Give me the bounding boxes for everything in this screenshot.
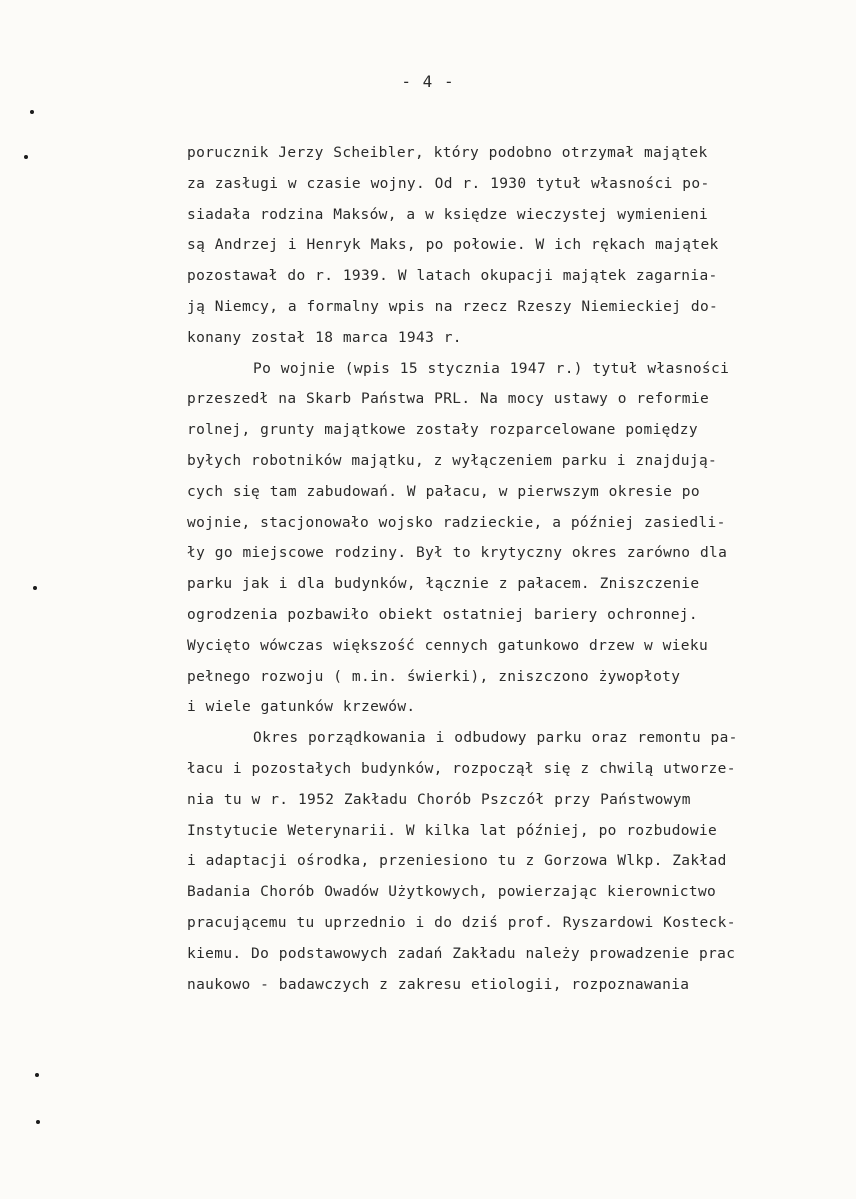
text-line: porucznik Jerzy Scheibler, który podobno otrzymał majątek <box>187 145 708 161</box>
margin-mark <box>35 1073 39 1077</box>
text-line: siadała rodzina Maksów, a w księdze wieczystej wymienieni <box>187 206 709 223</box>
text-line: cych się tam zabudowań. W pałacu, w pierwszym okresie po <box>187 483 700 500</box>
text-line: ły go miejscowe rodziny. Był to krytyczny okres zarówno dla <box>187 545 728 562</box>
text-line: pozostawał do r. 1939. W latach okupacji majątek zagarnia- <box>187 268 718 285</box>
margin-mark <box>36 1120 40 1124</box>
text-line: i adaptacji ośrodka, przeniesiono tu z Gorzowa Wlkp. Zakład <box>187 853 727 870</box>
text-line: Badania Chorób Owadów Użytkowych, powierzając kierownictwo <box>187 884 717 901</box>
text-line: parku jak i dla budynków, łącznie z pałacem. Zniszczenie <box>187 576 700 593</box>
body-text <box>187 138 827 1000</box>
paragraph <box>187 354 827 724</box>
text-line: za zasługi w czasie wojny. Od r. 1930 tytuł własności po- <box>187 175 710 192</box>
text-line: Po wojnie (wpis 15 stycznia 1947 r.) tytuł własności <box>253 360 730 377</box>
text-line: i wiele gatunków krzewów. <box>187 699 416 716</box>
text-line: ją Niemcy, a formalny wpis na rzecz Rzeszy Niemieckiej do- <box>187 298 719 315</box>
text-line: ogrodzenia pozbawiło obiekt ostatniej bariery ochronnej. <box>187 606 698 623</box>
text-line: kiemu. Do podstawowych zadań Zakładu należy prowadzenie prac <box>187 945 736 962</box>
margin-mark <box>24 155 28 159</box>
paragraph <box>187 723 827 1000</box>
text-line: rolnej, grunty majątkowe zostały rozparcelowane pomiędzy <box>187 422 698 439</box>
text-line: pełnego rozwoju ( m.in. świerki), zniszczono żywopłoty <box>187 668 681 685</box>
text-line: nia tu w r. 1952 Zakładu Chorób Pszczół przy Państwowym <box>187 791 691 808</box>
margin-mark <box>33 586 37 590</box>
text-line: są Andrzej i Henryk Maks, po połowie. W ich rękach majątek <box>187 237 719 254</box>
text-line: łacu i pozostałych budynków, rozpoczął się z chwilą utworze- <box>187 760 736 777</box>
text-line: konany został 18 marca 1943 r. <box>187 329 462 346</box>
text-line: naukowo - badawczych z zakresu etiologii, rozpoznawania <box>187 976 690 993</box>
paragraph <box>187 138 827 354</box>
text-line: wojnie, stacjonowało wojsko radzieckie, a później zasiedli- <box>187 514 726 531</box>
text-line: pracującemu tu uprzednio i do dziś prof. Ryszardowi Kosteck- <box>187 914 736 931</box>
text-line: przeszedł na Skarb Państwa PRL. Na mocy ustawy o reformie <box>187 391 710 408</box>
text-line: Okres porządkowania i odbudowy parku oraz remontu pa- <box>253 730 738 747</box>
text-line: Wycięto wówczas większość cennych gatunkowo drzew w wieku <box>187 637 709 654</box>
text-line: byłych robotników majątku, z wyłączeniem parku i znajdują- <box>187 452 718 469</box>
page-number: - 4 - <box>401 72 455 91</box>
text-line: Instytucie Weterynarii. W kilka lat później, po rozbudowie <box>187 822 718 839</box>
margin-mark <box>30 110 34 114</box>
